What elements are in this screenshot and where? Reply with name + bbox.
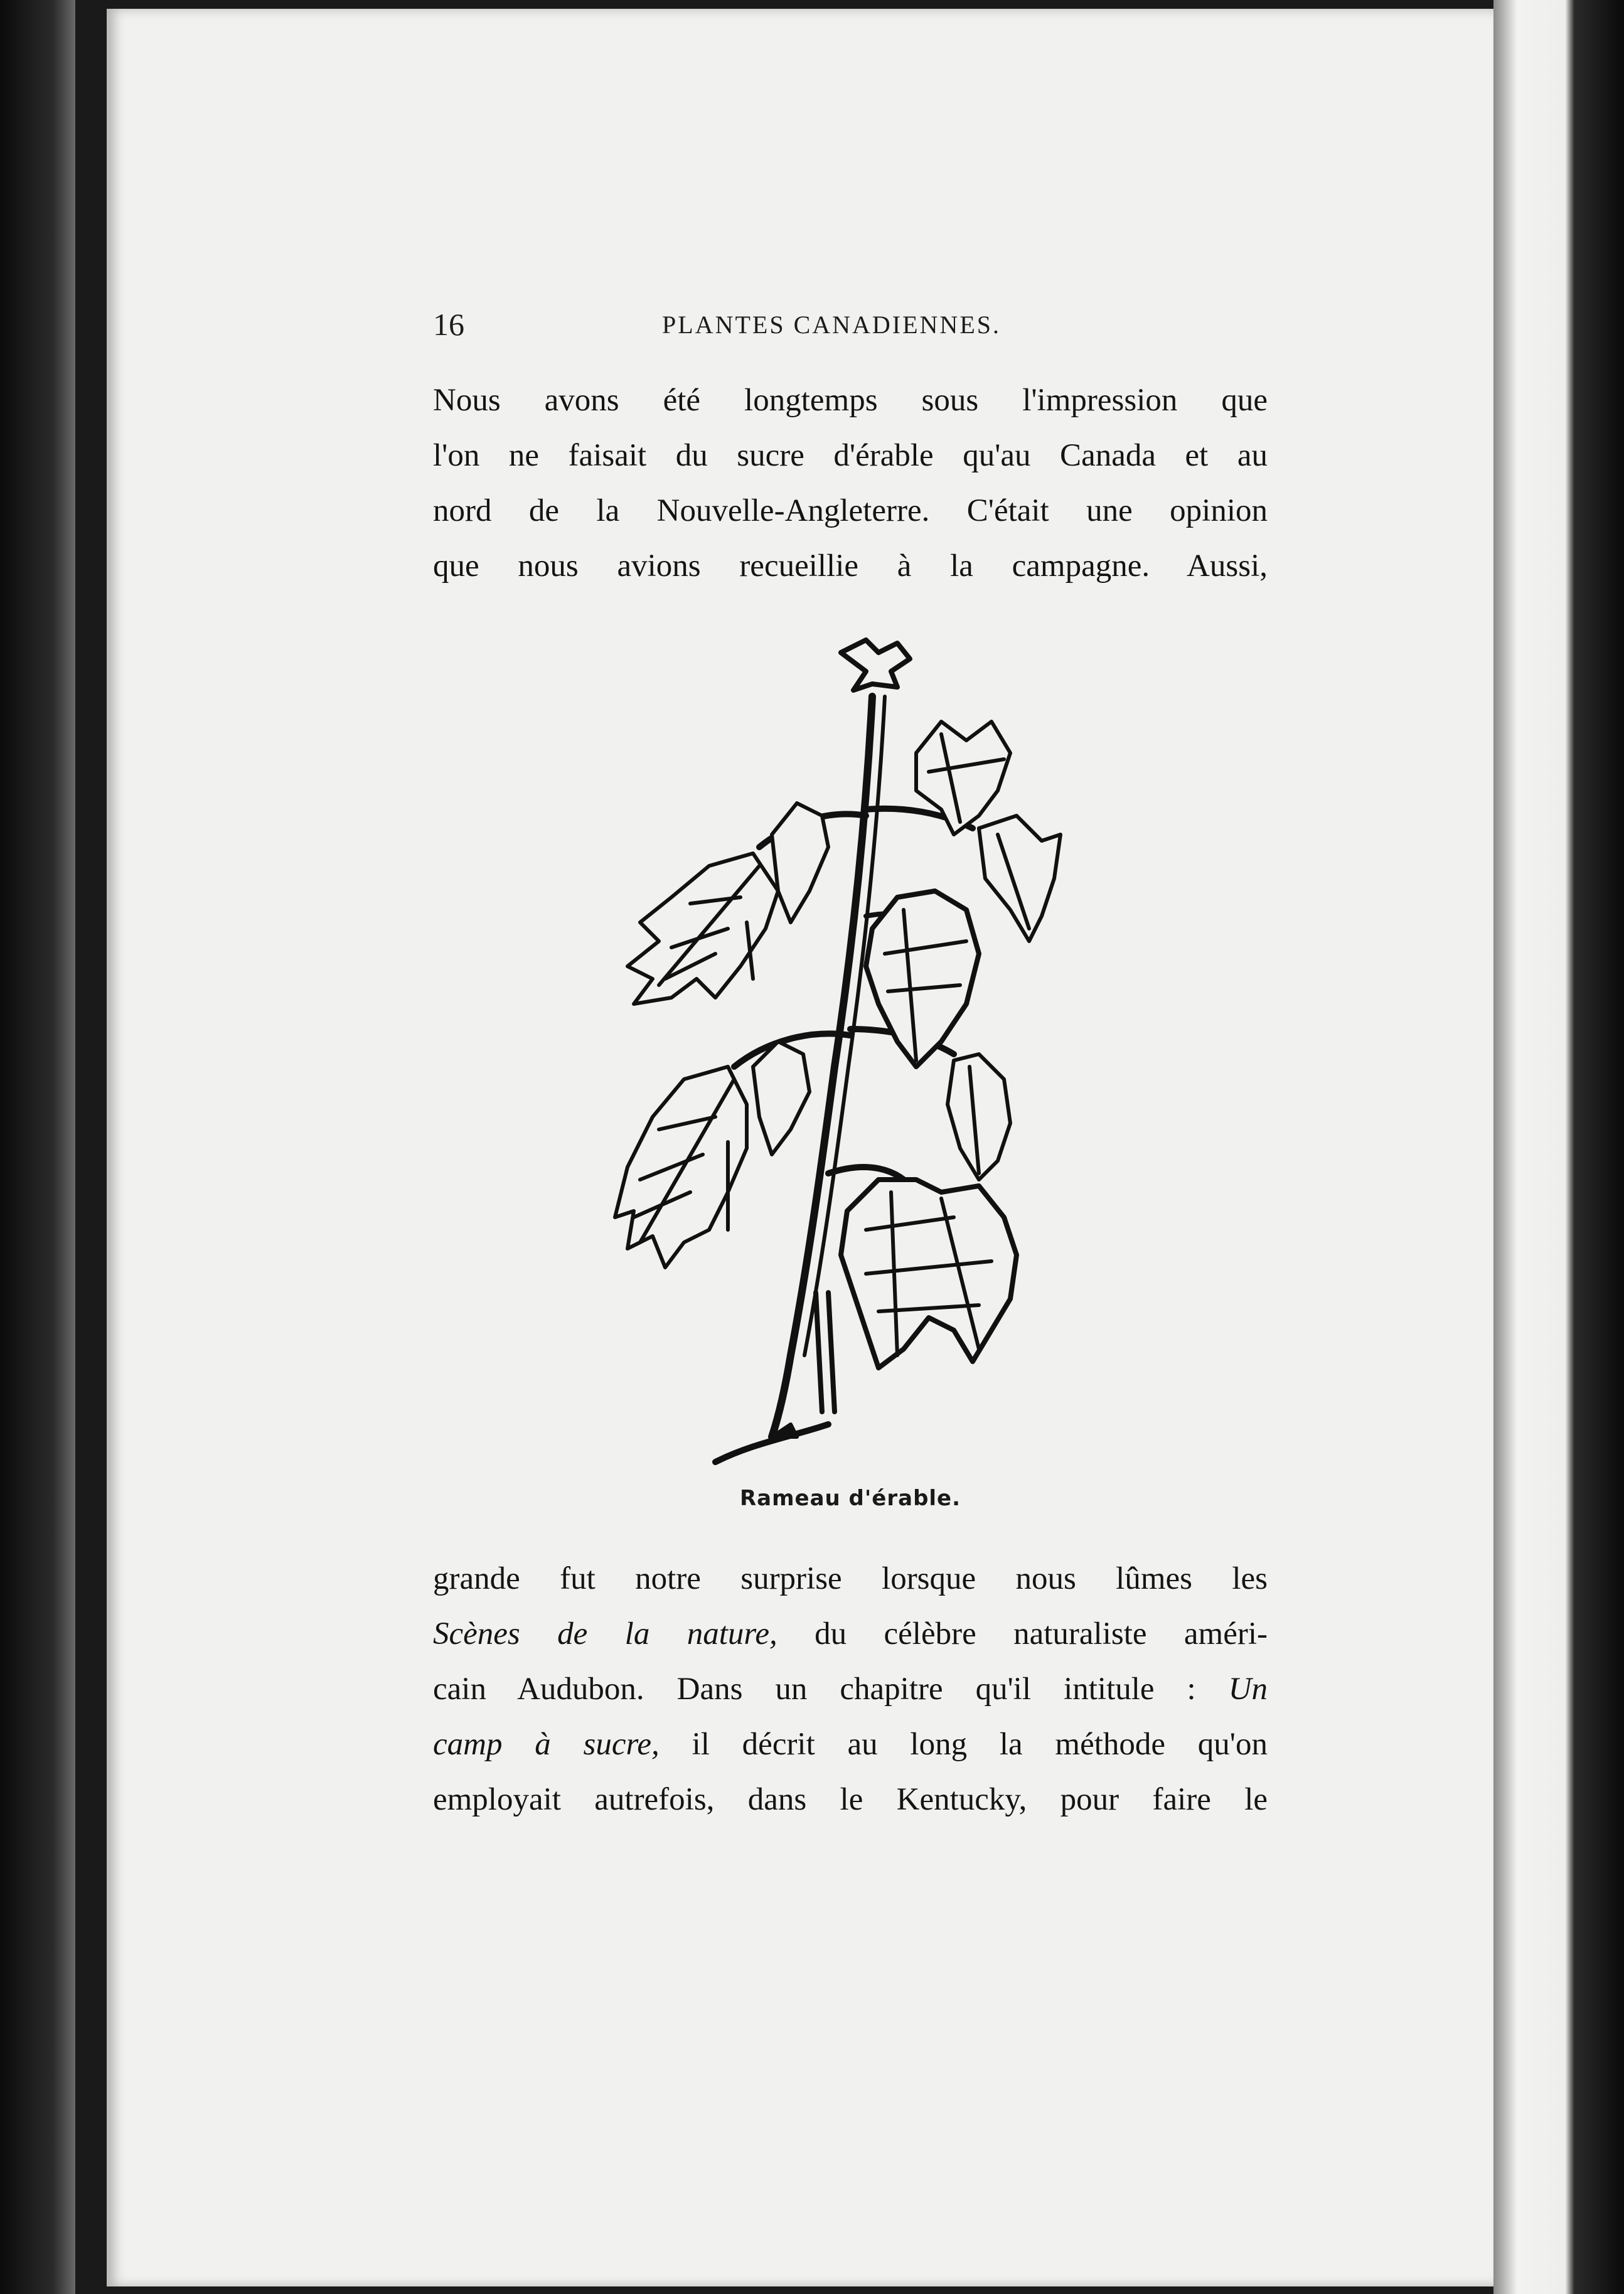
maple-branch-icon (602, 627, 1092, 1506)
text-line: employait autrefois, dans le Kentucky, pour faire le (433, 1782, 1268, 1817)
text-span: il décrit au long la méthode qu'on (692, 1727, 1268, 1762)
paragraph-bottom (433, 1551, 1268, 1827)
running-head (433, 306, 1268, 350)
text-line (433, 1662, 1268, 1717)
text-line: que nous avions recueillie à la campagne. Aussi, (433, 548, 1268, 584)
italic-title: Scènes de la nature, (433, 1616, 777, 1651)
text-line: l'on ne faisait du sucre d'érable qu'au Canada et au (433, 438, 1268, 473)
paragraph-top (433, 373, 1268, 594)
scan-border-left (0, 0, 75, 2294)
running-title: PLANTES CANADIENNES. (662, 311, 1001, 339)
italic-title: Un (1228, 1672, 1268, 1707)
text-line: Nous avons été longtemps sous l'impression que (433, 383, 1268, 418)
text-line (433, 1606, 1268, 1662)
text-span: du célèbre naturaliste améri- (815, 1616, 1268, 1651)
book-gutter (1493, 0, 1624, 2294)
text-line (433, 1717, 1268, 1772)
figure-caption: Rameau d'érable. (739, 1486, 961, 1511)
text-span: cain Audubon. Dans un chapitre qu'il intitule : (433, 1672, 1196, 1707)
text-line: grande fut notre surprise lorsque nous lûmes les (433, 1561, 1268, 1596)
italic-title: camp à sucre, (433, 1727, 660, 1762)
page-number: 16 (433, 307, 464, 342)
text-line: nord de la Nouvelle-Angleterre. C'était une opinion (433, 493, 1268, 528)
